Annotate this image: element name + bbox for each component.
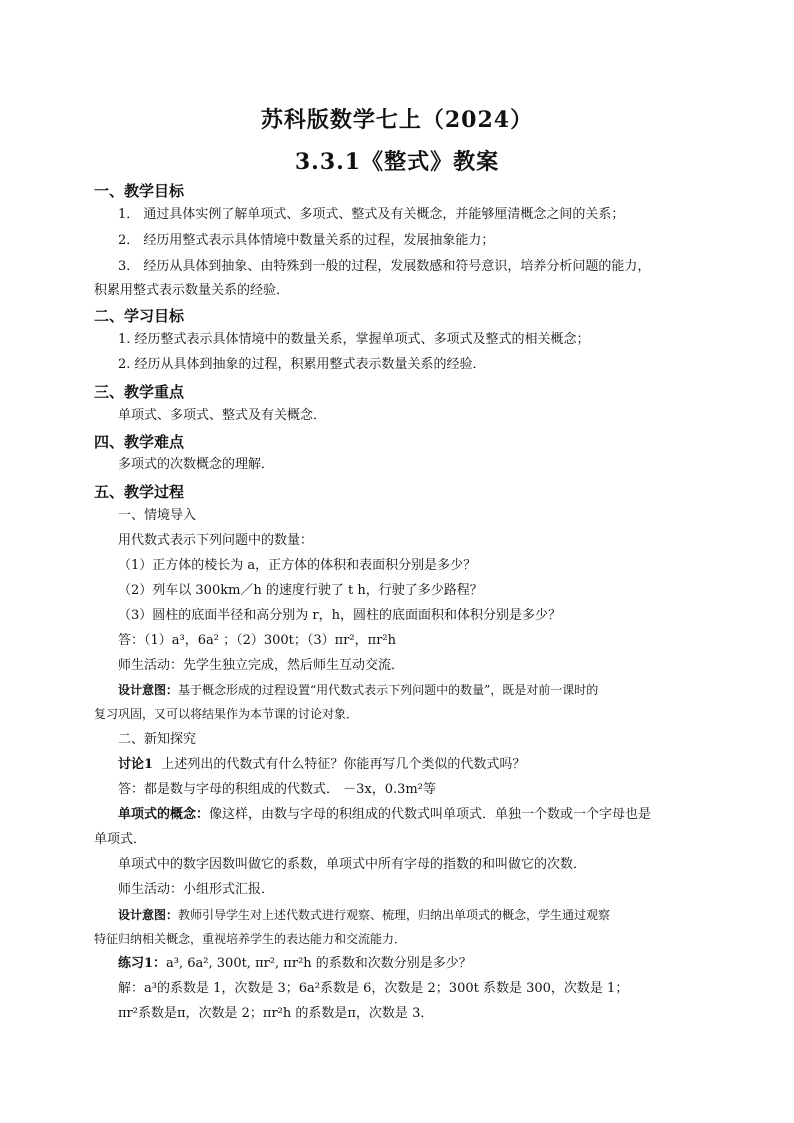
design-note — [118, 906, 610, 924]
subheading: 一、情境导入 — [118, 508, 197, 523]
definition-continued: 单项式． — [94, 832, 147, 847]
definition-text: 像这样，由数与字母的积组成的代数式叫单项式．单独一个数或一个字母也是 — [209, 807, 652, 822]
section-heading-key-points: 三、教学重点 — [94, 383, 185, 401]
section-heading-process: 五、教学过程 — [94, 483, 185, 501]
answer: 答：（1）a³，6a² ；（2）300t；（3）πr²，πr²h — [118, 633, 396, 648]
exercise — [118, 955, 472, 973]
paragraph: 1． 通过具体实例了解单项式、多项式、整式及有关概念，并能够厘清概念之间的关系； — [118, 207, 625, 222]
doc-title: 苏科版数学七上（2024） — [260, 107, 534, 133]
exercise-label: 练习1： — [118, 956, 167, 971]
discussion — [118, 756, 525, 774]
question: （2）列车以 300km／h 的速度行驶了 t h，行驶了多少路程？ — [118, 583, 483, 598]
paragraph: 单项式、多项式、整式及有关概念． — [118, 408, 327, 423]
design-note-text: 教师引导学生对上述代数式进行观察、梳理，归纳出单项式的概念，学生通过观察 — [178, 908, 611, 922]
design-note-text: 基于概念形成的过程设置“用代数式表示下列问题中的数量”，既是对前一课时的 — [178, 683, 599, 697]
question: （3）圆柱的底面半径和高分别为 r，h，圆柱的底面面积和体积分别是多少？ — [118, 608, 561, 623]
section-heading-learning-goals: 二、学习目标 — [94, 307, 185, 325]
section-heading-difficulties: 四、教学难点 — [94, 433, 185, 451]
subheading: 二、新知探究 — [118, 732, 197, 747]
paragraph: 单项式中的数字因数叫做它的系数，单项式中所有字母的指数的和叫做它的次数． — [118, 857, 587, 872]
design-note-label: 设计意图： — [118, 908, 179, 922]
discussion-text: 上述列出的代数式有什么特征？你能再写几个类似的代数式吗？ — [161, 757, 526, 772]
paragraph: 用代数式表示下列问题中的数量： — [118, 533, 314, 548]
design-note-continued: 特征归纳相关概念，重视培养学生的表达能力和交流能力． — [94, 932, 407, 946]
discussion-label: 讨论1 — [118, 757, 154, 772]
definition-label: 单项式的概念： — [118, 807, 210, 822]
paragraph: 2. 经历从具体到抽象的过程，积累用整式表示数量关系的经验． — [118, 357, 486, 372]
design-note-continued: 复习巩固，又可以将结果作为本节课的讨论对象． — [94, 707, 359, 721]
design-note — [118, 681, 598, 699]
solution: 解：a³的系数是 1，次数是 3；6a²系数是 6，次数是 2；300t 系数是 300，次数是 1； — [118, 981, 629, 996]
paragraph: 积累用整式表示数量关系的经验． — [94, 283, 290, 298]
paragraph: 2． 经历用整式表示具体情境中数量关系的过程，发展抽象能力； — [118, 233, 495, 248]
design-note-label: 设计意图： — [118, 683, 179, 697]
paragraph: 1. 经历整式表示具体情境中的数量关系，掌握单项式、多项式及整式的相关概念； — [118, 332, 590, 347]
paragraph: 多项式的次数概念的理解． — [118, 457, 275, 472]
section-heading-goals: 一、教学目标 — [94, 182, 185, 200]
question: （1）正方体的棱长为 a，正方体的体积和表面积分别是多少？ — [118, 558, 477, 573]
paragraph: 师生活动：小组形式汇报． — [118, 882, 275, 897]
exercise-text: a³, 6a², 300t, πr², πr²h 的系数和次数分别是多少？ — [166, 956, 472, 971]
answer: 答：都是数与字母的积组成的代数式． －3x，0.3m²等 — [118, 782, 436, 797]
paragraph: 3． 经历从具体到抽象、由特殊到一般的过程，发展数感和符号意识，培养分析问题的能力， — [118, 259, 651, 274]
solution: πr²系数是π，次数是 2；πr²h 的系数是π，次数是 3． — [118, 1006, 434, 1021]
doc-subtitle: 3.3.1《整式》教案 — [294, 149, 500, 175]
definition — [118, 806, 651, 824]
paragraph: 师生活动：先学生独立完成，然后师生互动交流． — [118, 658, 405, 673]
